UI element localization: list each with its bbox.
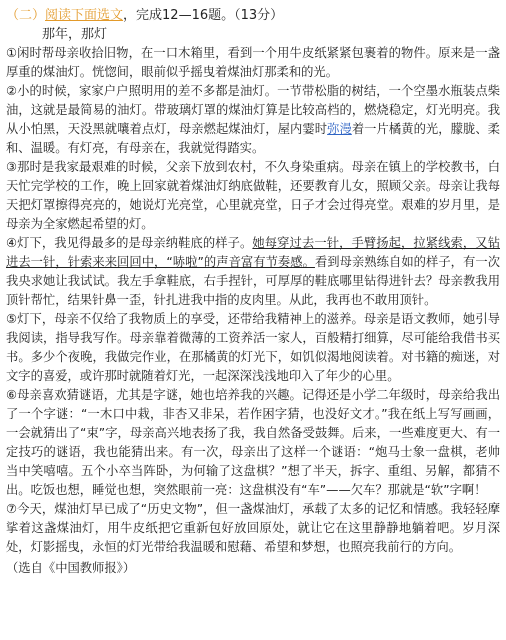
paragraph-5: ⑤灯下，母亲不仅给了我物质上的享受，还带给我精神上的滋养。母亲是语文教师，她引导我阅读，指导我写作。母亲靠着微薄的工资养活一家人，百般精打细算，尽可能给我借书买书。多少个夜晚，我做完作业，在那橘黄的灯光下，如饥似渴地阅读着。对书籍的痴迷，对文字的喜爱，或许那时就随着灯光，一起深深浅浅地印入了年少的心里。 <box>6 312 500 383</box>
section-number: （二） <box>6 8 46 23</box>
underlined-sentence: 她每穿过去一针，手臂扬起，拉紧线索，又钻进去一针，针索来来回回中，“哧啦”的声音富有节奏感。 <box>6 236 500 269</box>
paragraph-1: ①闲时帮母亲收拾旧物，在一口木箱里，看到一个用牛皮纸紧紧包裹着的物件。原来是一盏厚重的煤油灯。恍惚间，眼前似乎摇曳着煤油灯那柔和的光。 <box>6 46 500 79</box>
question-range: ，完成12—16题。（13分） <box>123 8 284 23</box>
paragraph-2-text-b: 着一片橘黄的光，朦胧、柔和、温暖。有灯亮，有母亲在，我就觉得踏实。 <box>6 122 500 155</box>
reading-instruction-link[interactable]: 阅读下面选文 <box>45 8 124 23</box>
source-citation: （选自《中国教师报》） <box>6 561 136 575</box>
highlighted-word-mimanh[interactable]: 弥漫 <box>327 122 352 136</box>
paragraph-2 <box>6 82 500 158</box>
paragraph-6: ⑥母亲喜欢猜谜语，尤其是字谜，她也培养我的兴趣。记得还是小学二年级时，母亲给我出了一个字谜：“一木口中栽，非杏又非呆，若作困字猜，也没好文才。”我在纸上写写画画，一会就猜出了“束”字，母亲高兴地表扬了我，我自然备受鼓舞。后来，一些难度更大、有一定技巧的谜语，我也能猜出来。有一次，母亲出了这样一个谜语：“炮马士象一盘棋，老帅当中笑嘻嘻。五个小卒当阵卧，为何输了这盘棋？”想了半天，拆字、重组、另解，都猜不出。吃饭也想，睡觉也想，突然眼前一亮：这盘棋没有“车”——欠车？那就是“软”字啊！ <box>6 388 500 497</box>
paragraph-3: ③那时是我家最艰难的时候，父亲下放到农村，不久身染重病。母亲在镇上的学校教书，白天忙完学校的工作，晚上回家就着煤油灯纳底做鞋，还要教育儿女，照顾父亲。母亲让我每天把灯罩擦得亮亮的，她说灯光亮堂，心里就亮堂，日子才会过得亮堂。艰难的岁月里，是母亲为全家燃起希望的灯。 <box>6 160 500 231</box>
paragraph-7: ⑦今天，煤油灯早已成了“历史文物”，但一盏煤油灯，承载了太多的记忆和情感。我轻轻摩挲着这盏煤油灯，用牛皮纸把它重新包好放回原处，就让它在这里静静地躺着吧。岁月深处，灯影摇曳，永恒的灯光带给我温暖和慰藉、希望和梦想，也照亮我前行的方向。 <box>6 502 500 554</box>
paragraph-4 <box>6 234 500 310</box>
paragraph-4-text-b: 看到母亲熟练自如的样子，有一次我央求她让我试试。我左手拿鞋底，右手捏针，可厚厚的鞋底哪里钻得进针去？母亲教我用顶针帮忙，结果针鼻一歪，针扎进我中指的皮肉里。从此，我再也不敢用顶针。 <box>6 255 500 307</box>
article-title: 那年，那灯 <box>42 27 108 42</box>
question-header <box>6 6 500 25</box>
paragraph-2-text-a: ②小的时候，家家户户照明用的差不多都是油灯。一节带松脂的树结，一个空墨水瓶装点柴油，这就是最简易的油灯。带玻璃灯罩的煤油灯算是比较高档的，燃烧稳定，灯光明亮。我从小怕黑，天没黑就嚷着点灯，母亲燃起煤油灯，屋内霎时 <box>6 84 500 136</box>
paragraph-4-text-a: ④灯下，我见得最多的是母亲纳鞋底的样子。 <box>6 236 253 250</box>
